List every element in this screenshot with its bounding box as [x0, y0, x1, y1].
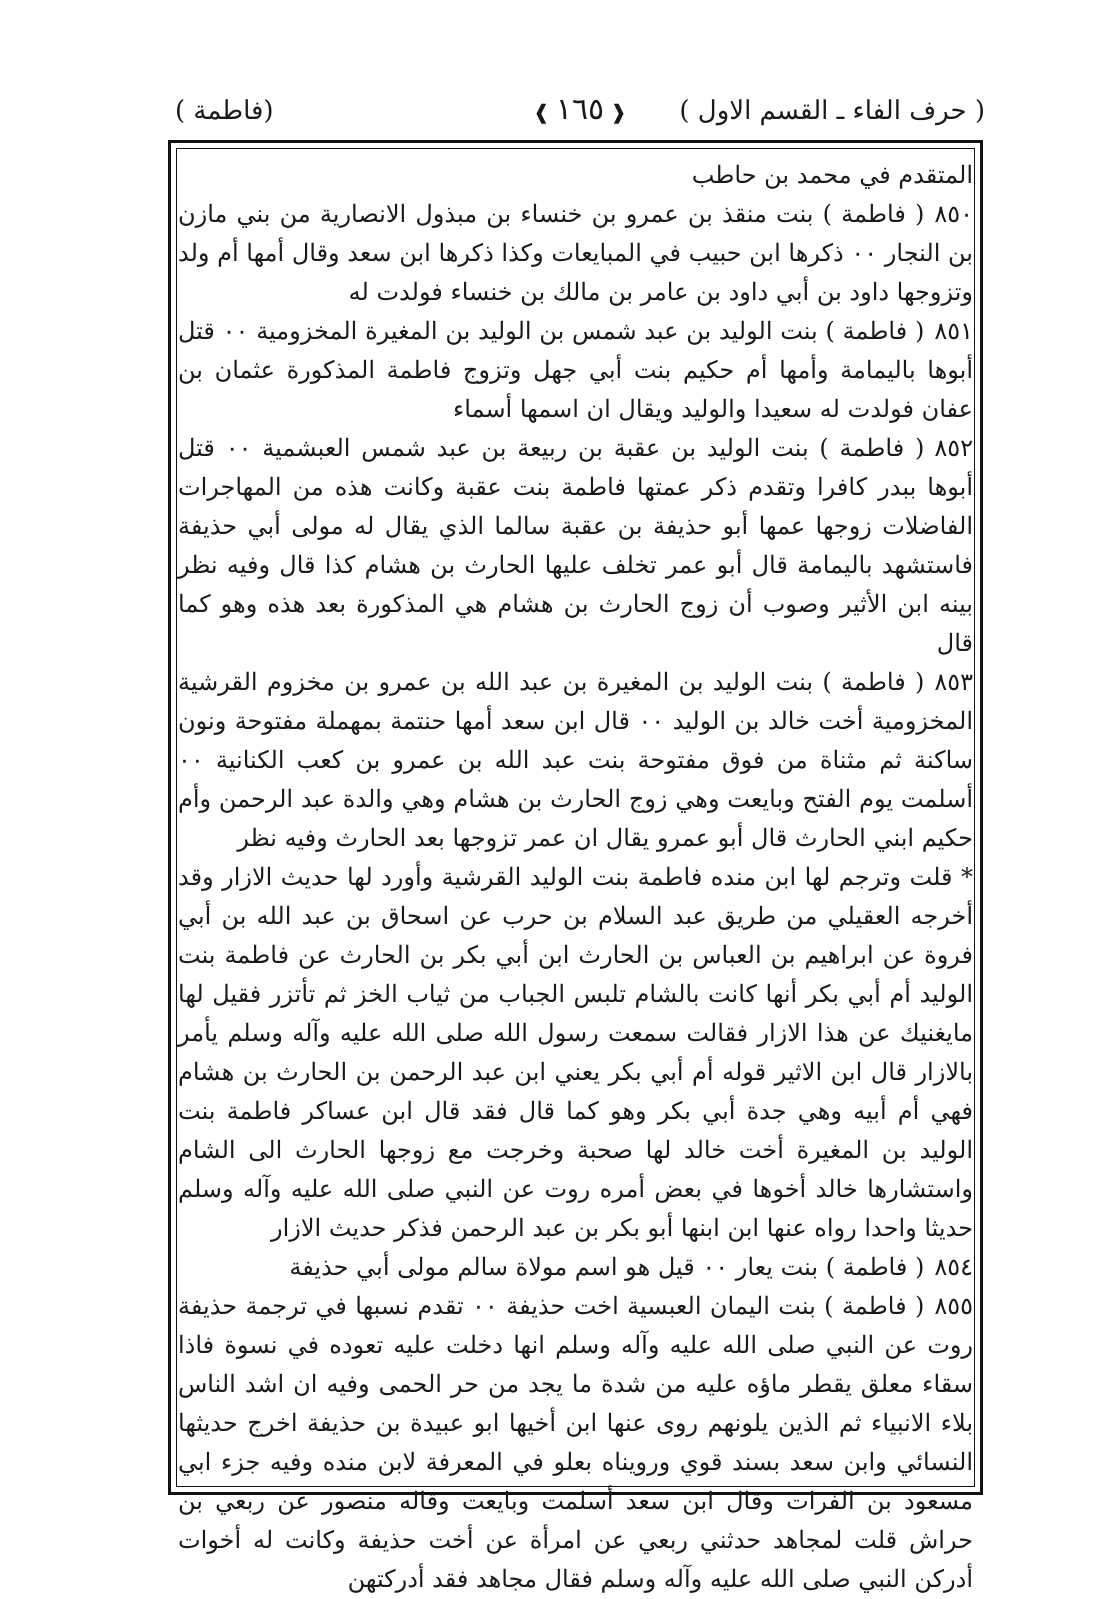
entry-number: ٨٥٣ [934, 668, 973, 696]
entry-852 [178, 429, 973, 663]
ornament-right-icon: ❰ [610, 100, 627, 124]
page-header [175, 92, 985, 136]
entry-text: ( فاطمة ) بنت منقذ بن عمرو بن خنساء بن مبذول الانصارية من بني مازن بن النجار ٠٠ ذكرها ابن حبيب في المبايعات وكذا ذكرها ابن سعد وقال أمها أم ولد وتزوجها داود بن أبي داود بن عامر بن مالك بن خنساء فولدت له [178, 200, 973, 306]
paragraph-text: المتقدم في محمد بن حاطب [691, 161, 973, 189]
header-entry-title: (فاطمة ) [175, 96, 274, 126]
note-paragraph [178, 858, 973, 1248]
paragraph-text: * قلت وترجم لها ابن منده فاطمة بنت الوليد القرشية وأورد لها حديث الازار وقد أخرجه العقيلي من طريق عبد السلام بن حرب عن اسحاق بن عبد الله بن أبي فروة عن ابراهيم بن العباس بن الحارث ابن أبي بكر بن الحارث عن فاطمة بنت الوليد أم أبي بكر أنها كانت بالشام تلبس الجباب من ثياب الخز ثم تأتزر فقيل لها مايغنيك عن هذا الازار فقالت سمعت رسول الله صلى الله عليه وآله وسلم يأمر بالازار قال ابن الاثير قوله أم أبي بكر يعني ابن عبد الرحمن بن الحارث بن هشام فهي أم أبيه وهي جدة أبي بكر وهو كما قال فقد قال ابن عساكر فاطمة بنت الوليد بن المغيرة أخت خالد لها صحبة وخرجت مع زوجها الحارث الى الشام واستشارها خالد أخوها في بعض أمره روت عن النبي صلى الله عليه وآله وسلم حديثا واحدا رواه عنها ابن ابنها أبو بكر بن عبد الرحمن فذكر حديث الازار [178, 863, 973, 1242]
body-text [178, 156, 974, 1593]
paragraph [178, 156, 973, 195]
ornament-left-icon: ❱ [533, 100, 550, 124]
entry-851 [178, 312, 973, 429]
entry-number: ٨٥١ [934, 317, 973, 345]
entry-850 [178, 195, 973, 312]
entry-text: ( فاطمة ) بنت الوليد بن عبد شمس بن الوليد بن المغيرة المخزومية ٠٠ قتل أبوها باليمامة وأمها أم حكيم بنت أبي جهل وتزوج فاطمة المذكورة عثمان بن عفان فولدت له سعيدا والوليد ويقال ان اسمها أسماء [178, 317, 973, 423]
entry-853 [178, 663, 973, 858]
entry-854 [178, 1248, 973, 1287]
header-section-title: ( حرف الفاء ـ القسم الاول ) [679, 96, 985, 126]
entry-text: ( فاطمة ) بنت الوليد بن المغيرة بن عبد الله بن عمرو بن مخزوم القرشية المخزومية أخت خالد بن الوليد ٠٠ قال ابن سعد أمها حنتمة بمهملة مفتوحة ونون ساكنة ثم مثناة من فوق مفتوحة بنت عبد الله بن عمرو بن كعب الكنانية ٠٠ أسلمت يوم الفتح وبايعت وهي زوج الحارث بن هشام وهي والدة عبد الرحمن وأم حكيم ابني الحارث قال أبو عمرو يقال ان عمر تزوجها بعد الحارث وفيه نظر [178, 668, 973, 852]
entry-number: ٨٥٤ [934, 1253, 973, 1281]
header-page-number-wrap [527, 92, 633, 127]
entry-number: ٨٥٠ [934, 200, 973, 228]
entry-855 [178, 1287, 973, 1599]
entry-text: ( فاطمة ) بنت الوليد بن عقبة بن ربيعة بن عبد شمس العبشمية ٠٠ قتل أبوها ببدر كافرا وتقدم ذكر عمتها فاطمة بنت عقبة وكانت هذه من المهاجرات الفاضلات زوجها عمها أبو حذيفة بن عقبة سالما الذي يقال له مولى أبي حذيفة فاستشهد باليمامة قال أبو عمر تخلف عليها الحارث بن هشام كذا قال وفيه نظر بينه ابن الأثير وصوب أن زوج الحارث بن هشام هي المذكورة بعد هذه وهو كما قال [178, 434, 974, 657]
entry-text: ( فاطمة ) بنت اليمان العبسية اخت حذيفة ٠٠ تقدم نسبها في ترجمة حذيفة روت عن النبي صلى الله عليه وآله وسلم انها دخلت عليه تعوده في نسوة فاذا سقاء معلق يقطر ماؤه عليه من شدة ما يجد من حر الحمى وفيه ان اشد الناس بلاء الانبياء ثم الذين يلونهم روى عنها ابن أخيها ابو عبيدة بن حذيفة اخرج حديثها النسائي وابن سعد بسند قوي ورويناه بعلو في المعرفة لابن منده وفيه جزء ابي مسعود بن الفرات وقال ابن سعد أسلمت وبايعت وقاله منصور عن ربعي بن حراش قلت لمجاهد حدثني ربعي عن امرأة عن أخت حذيفة وكانت له أخوات أدركن النبي صلى الله عليه وآله وسلم فقال مجاهد فقد أدركتهن [178, 1292, 974, 1593]
page-number: ١٦٥ [555, 92, 605, 127]
entry-number: ٨٥٢ [934, 434, 973, 462]
entry-text: ( فاطمة ) بنت يعار ٠٠ قيل هو اسم مولاة سالم مولى أبي حذيفة [289, 1253, 925, 1281]
entry-number: ٨٥٥ [934, 1292, 973, 1320]
